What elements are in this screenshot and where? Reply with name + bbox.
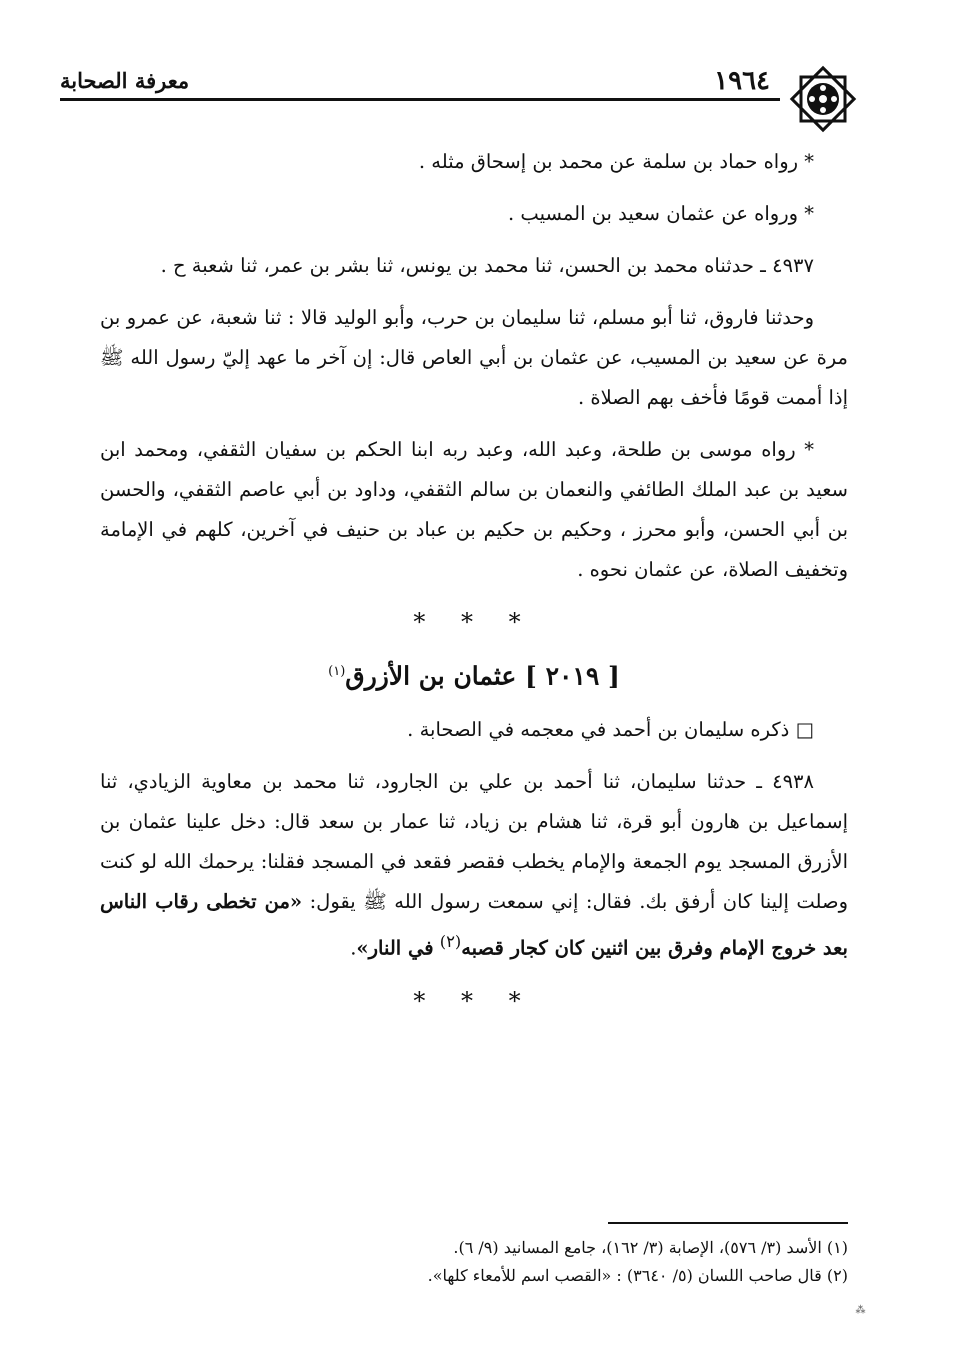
paragraph: ٤٩٣٧ ـ حدثناه محمد بن الحسن، ثنا محمد بن يونس، ثنا بشر بن عمر، ثنا شعبة ح . bbox=[160, 254, 814, 277]
main-text bbox=[100, 142, 848, 1031]
paragraph: * رواه حماد بن سلمة عن محمد بن إسحاق مثله . bbox=[418, 150, 814, 173]
hadith-text: «من تخطى رقاب الناس بعد خروج الإمام وفرق بين اثنين كان كجار قصبه bbox=[100, 890, 848, 960]
heading-text: [ ٢٠١٩ ] عثمان بن الأزرق bbox=[345, 661, 620, 691]
book-title: معرفة الصحابة bbox=[60, 68, 190, 93]
paragraph: * رواه موسى بن طلحة، وعبد الله، وعبد ربه ابنا الحكم بن سفيان الثقفي، ومحمد ابن سعيد بن عبد الملك الطائفي والنعمان بن سالم الثقفي، وداود بن أبي عاصم الثقفي، والحسن بن أبي الحسن، وأبو محرز ، وحكيم بن حكيم بن عباد بن حنيف في آخرين، كلهم في الإمامة وتخفيف الصلاة، عن عثمان نحوه . bbox=[100, 438, 848, 581]
page-header bbox=[60, 50, 850, 110]
closing-punctuation: . bbox=[350, 936, 357, 960]
edge-mark: ⁂ bbox=[855, 1305, 866, 1316]
star-ornament-icon bbox=[788, 64, 858, 134]
footnotes bbox=[100, 1222, 848, 1290]
paragraph: □ ذكره سليمان بن أحمد في معجمه في الصحابة . bbox=[407, 718, 814, 742]
section-separator: * * * bbox=[413, 608, 535, 636]
footnote: (٢) قال صاحب اللسان (٥/ ٣٦٤٠) : «القصب اسم للأمعاء كلها». bbox=[427, 1266, 848, 1285]
hadith-text-end: في النار» bbox=[356, 936, 434, 960]
footnote-rule bbox=[608, 1222, 848, 1224]
page-number: ١٩٦٤ bbox=[714, 66, 770, 96]
footnote-marker: (١) bbox=[328, 664, 346, 679]
section-heading bbox=[100, 652, 848, 696]
paragraph: * ورواه عن عثمان سعيد بن المسيب . bbox=[508, 202, 814, 225]
paragraph bbox=[100, 762, 848, 969]
header-rule bbox=[60, 98, 780, 101]
footnote-marker: (٢) bbox=[439, 932, 462, 952]
narration-text: ٤٩٣٨ ـ حدثنا سليمان، ثنا أحمد بن علي بن الجارود، ثنا محمد بن معاوية الزيادي، ثنا إسماعيل بن هارون أبو قرة، ثنا هشام بن زياد، ثنا عمار بن سعد قال: دخل علينا عثمان بن الأزرق المسجد يوم الجمعة والإمام يخطب فقصر فقعد في المسجد فقلنا: يرحمك الله لو كنت وصلت إلينا كان أرفق بك. فقال: إني سمعت رسول الله ﷺ يقول: bbox=[100, 770, 848, 914]
footnote: (١) الأسد (٣/ ٥٧٦)، الإصابة (٣/ ١٦٢)، جامع المسانيد (٩/ ٦). bbox=[453, 1238, 848, 1257]
section-separator: * * * bbox=[413, 986, 535, 1015]
paragraph: وحدثنا فاروق، ثنا أبو مسلم، ثنا سليمان بن حرب، وأبو الوليد قالا : ثنا شعبة، عن عمرو بن مرة عن سعيد بن المسيب، عن عثمان بن أبي العاص قال: إن آخر ما عهد إليّ رسول الله ﷺ إذا أممت قومًا فأخف بهم الصلاة . bbox=[100, 306, 848, 409]
